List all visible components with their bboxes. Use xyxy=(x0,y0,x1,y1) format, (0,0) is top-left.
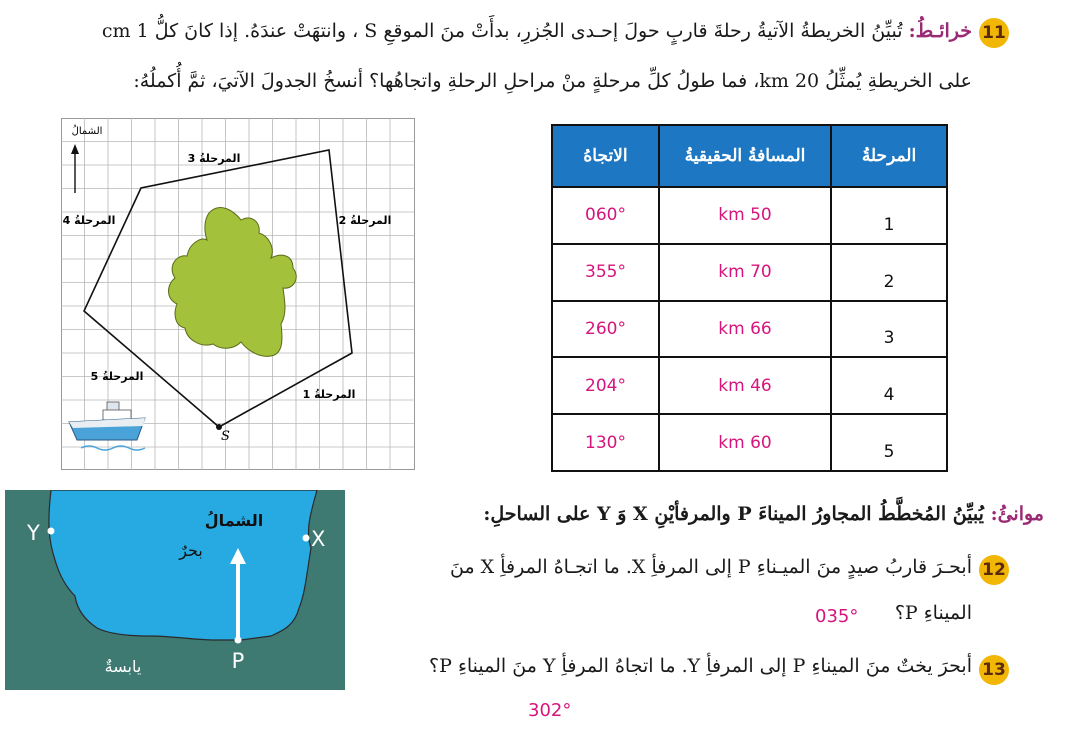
header-distance: المسافةُ الحقيقيةُ xyxy=(659,125,831,187)
land-label: يابسةٌ xyxy=(104,657,142,676)
direction-cell: 204° xyxy=(552,357,659,414)
anchor-x-label: X xyxy=(311,527,326,551)
start-label: S xyxy=(221,429,230,444)
table-row xyxy=(552,357,947,414)
question-11-keyword: خرائـطُ: xyxy=(908,20,972,42)
question-12-line-1 xyxy=(352,556,972,578)
question-12-badge: 12 xyxy=(979,555,1009,585)
table-row xyxy=(552,187,947,244)
boat-trip-map xyxy=(61,118,415,470)
stage-5-label: المرحلةُ 5 xyxy=(90,370,144,383)
north-label: الشمالُ xyxy=(71,126,103,137)
distance-cell: 46 km xyxy=(659,357,831,414)
direction-cell: 060° xyxy=(552,187,659,244)
stage-cell: 4 xyxy=(831,357,947,414)
question-13-answer: 302° xyxy=(528,700,572,721)
question-11-text-1: تُبيِّنُ الخريطةُ الآتيةُ رحلةَ قاربٍ حولَ إحـدى الجُزرِ، بدأَتْ منَ الموقعِ S ، وانتهَتْ عندَهُ. إذا كانَ كلُّ 1 cm xyxy=(101,20,903,42)
harbor-intro-text: يُبيِّنُ المُخطَّطُ المجاورُ الميناءَ P والمرفأيْنِ X وَ Y على الساحلِ: xyxy=(483,503,984,525)
harbor-diagram xyxy=(5,490,345,690)
distance-cell: 70 km xyxy=(659,244,831,301)
table-header-row xyxy=(552,125,947,187)
stage-cell: 2 xyxy=(831,244,947,301)
direction-cell: 130° xyxy=(552,414,659,471)
table-row xyxy=(552,414,947,471)
port-point xyxy=(235,637,242,644)
stage-4-label: المرحلةُ 4 xyxy=(62,214,116,227)
stage-1-label: المرحلةُ 1 xyxy=(302,388,356,401)
table-row xyxy=(552,301,947,358)
question-11-text-2: على الخريطةِ يُمثِّلُ 20 km، فما طولُ كلِّ مرحلةٍ منْ مراحلِ الرحلةِ واتجاهُها؟ أنسخُ الجدولَ الآتيَ، ثمَّ أُكملُهُ: xyxy=(133,70,972,92)
direction-cell: 355° xyxy=(552,244,659,301)
distance-cell: 50 km xyxy=(659,187,831,244)
anchor-y-label: Y xyxy=(27,521,40,545)
question-11-badge: 11 xyxy=(979,18,1009,48)
distance-cell: 66 km xyxy=(659,301,831,358)
anchor-x-point xyxy=(303,535,310,542)
distance-cell: 60 km xyxy=(659,414,831,471)
question-12-answer: 035° xyxy=(815,606,859,627)
harbor-intro-keyword: موانئُ: xyxy=(990,503,1044,525)
table-row xyxy=(552,244,947,301)
sea-label: بحرٌ xyxy=(179,541,203,560)
port-label: P xyxy=(231,649,245,673)
header-stage: المرحلةُ xyxy=(831,125,947,187)
question-13-badge: 13 xyxy=(979,655,1009,685)
question-11-line-1 xyxy=(0,20,972,42)
sea-area xyxy=(49,490,317,640)
question-12-text-1: أبحـرَ قاربُ صيدٍ منَ الميـناءِ P إلى المرفأِ X. ما اتجـاهُ المرفأِ X منَ xyxy=(449,556,972,578)
stage-cell: 1 xyxy=(831,187,947,244)
stage-3-label: المرحلةُ 3 xyxy=(187,152,241,165)
trip-table xyxy=(551,124,948,472)
question-11-line-2 xyxy=(12,70,972,92)
harbor-north-label: الشمالُ xyxy=(204,511,264,530)
question-13-text-1: أبحرَ يختٌ منَ الميناءِ P إلى المرفأِ Y. ما اتجاهُ المرفأِ Y منَ الميناءِ P؟ xyxy=(429,655,972,677)
header-direction: الاتجاهُ xyxy=(552,125,659,187)
stage-cell: 3 xyxy=(831,301,947,358)
stage-cell: 5 xyxy=(831,414,947,471)
direction-cell: 260° xyxy=(552,301,659,358)
question-12-text-2: الميناءِ P؟ xyxy=(894,602,972,624)
harbor-intro xyxy=(344,503,1044,525)
anchor-y-point xyxy=(48,528,55,535)
stage-2-label: المرحلةُ 2 xyxy=(338,214,392,227)
question-13-line-1 xyxy=(352,655,972,677)
